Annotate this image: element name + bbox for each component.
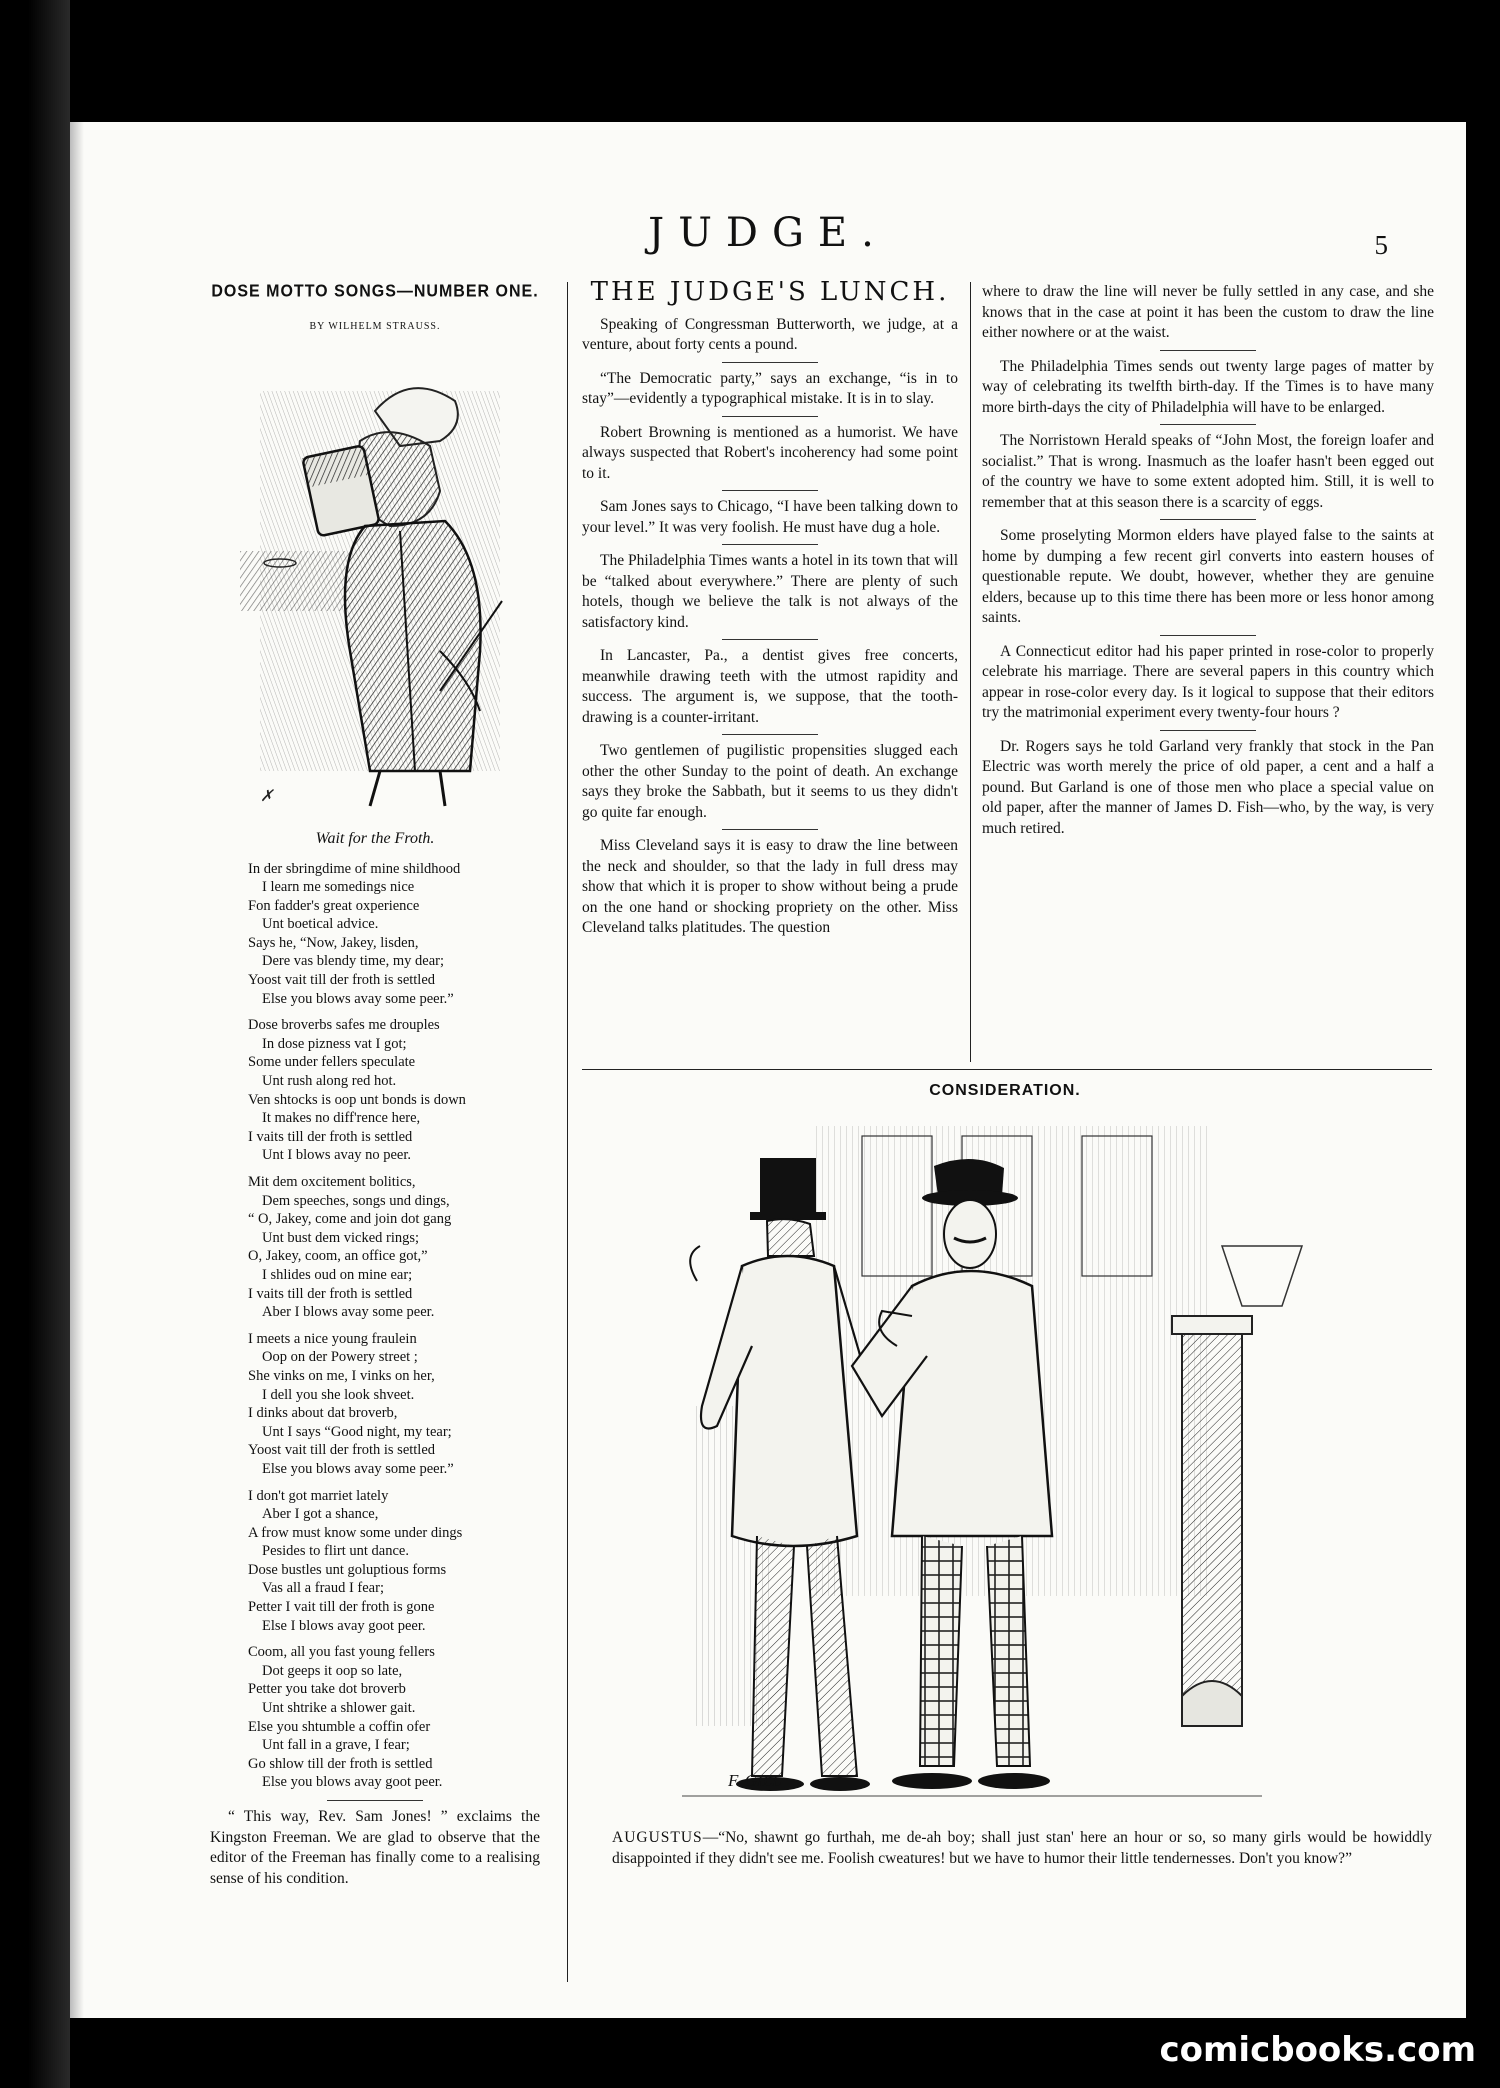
lunch-paragraph: The Norristown Herald speaks of “John Most, the foreign loafer and socialist.” That is wrong. Inasmuch as the loafer hasn't been egged out of the country we have to some extent adopted him. Still, it is well to remember that at this season there is a scarcity of eggs. — [982, 432, 1434, 511]
magazine-page — [70, 122, 1466, 2018]
verse-line: Unt bust dem vicked rings; — [262, 1229, 420, 1246]
verse-line: Aber I got a shance, — [262, 1506, 379, 1523]
verse-line: O, Jakey, coom, an office got,” — [248, 1248, 428, 1265]
stanza — [248, 1016, 540, 1165]
paragraph-divider — [722, 829, 818, 830]
artist-mark: ✗ — [260, 788, 274, 805]
lunch-paragraph: Some proselyting Mormon elders have played false to the saints at home by dumping a few recent girl converts into eastern houses of questionable repute. We doubt, however, whether they are genuine elders, because up to this time there has been more or less honor among saints. — [982, 527, 1434, 626]
lunch-paragraph: Two gentlemen of pugilistic propensities slugged each other the other Sunday to the point of death. An exchange says they broke the Sabbath, but it seems to us they didn't go quite far enough. — [582, 742, 958, 821]
cartoon-caption — [612, 1828, 1432, 1869]
stanza — [248, 1330, 540, 1479]
paragraph-divider — [722, 362, 818, 363]
verse-line: Else you blows avay goot peer. — [262, 1774, 443, 1791]
verse-line: Vas all a fraud I fear; — [262, 1580, 384, 1597]
verse-line: Dere vas blendy time, my dear; — [262, 953, 444, 970]
verse-line: Else you blows avay some peer.” — [262, 1460, 454, 1477]
man-drinking-beer-drawing — [240, 351, 510, 821]
lunch-title: THE JUDGE'S LUNCH. — [590, 277, 950, 307]
verse-line: Coom, all you fast young fellers — [248, 1644, 435, 1661]
verse-line: Mit dem oxcitement bolitics, — [248, 1174, 416, 1190]
verse-line: Says he, “Now, Jakey, lisden, — [248, 934, 419, 951]
page-spine-shadow — [70, 122, 84, 2018]
verse-line: Aber I blows avay some peer. — [262, 1304, 435, 1321]
lunch-paragraph: Speaking of Congressman Butterworth, we judge, at a venture, about forty cents a pound. — [582, 315, 958, 353]
verse-line: Yoost vait till der froth is settled — [248, 972, 436, 989]
verse-line: A frow must know some under dings — [248, 1524, 463, 1541]
column-rule-middle — [970, 282, 971, 1062]
masthead: JUDGE. — [648, 210, 888, 256]
book-binding — [0, 0, 70, 2088]
column-rule-left — [567, 282, 568, 1982]
lunch-paragraph: Robert Browning is mentioned as a humorist. We have always suspected that Robert's incoherency had some point to it. — [582, 423, 958, 482]
verse-line: Dose broverbs safes me drouples — [248, 1017, 440, 1034]
illustration-caption: Wait for the Froth. — [315, 830, 435, 847]
stanza — [248, 1643, 540, 1792]
paragraph-divider — [1160, 730, 1256, 731]
two-gentlemen-drawing — [582, 1106, 1428, 1826]
verse-line: Petter you take dot broverb — [248, 1681, 406, 1698]
verse-line: In dose pizness vat I got; — [262, 1035, 407, 1052]
verse-line: In der sbringdime of mine shildhood — [248, 860, 461, 877]
verse-line: Ven shtocks is oop unt bonds is down — [248, 1091, 466, 1108]
verse-line: Unt rush along red hot. — [262, 1073, 397, 1090]
sam-jones-paragraph: “ This way, Rev. Sam Jones! ” exclaims the Kingston Freeman. We are glad to observe that the editor of the Freeman has finally come to a realising sense of his condition. — [210, 1808, 540, 1887]
lunch-paragraph: The Philadelphia Times wants a hotel in its town that will be “talked about everywhere.” There are plenty of such hotels, though we believe the talk is not always of the satisfactory kind. — [582, 552, 958, 631]
watermark-logo: comicbooks.com — [1159, 2030, 1476, 2070]
verse-line: Pesides to flirt unt dance. — [262, 1543, 409, 1560]
paragraph-divider — [1160, 424, 1256, 425]
verse-line: I vaits till der froth is settled — [248, 1128, 413, 1145]
verse-line: She vinks on me, I vinks on her, — [248, 1367, 435, 1384]
verse-line: Yoost vait till der froth is settled — [248, 1442, 436, 1459]
stanza — [248, 1487, 540, 1636]
verse-line: Oop on der Powery street ; — [262, 1349, 418, 1366]
verse-line: Dose bustles unt goluptious forms — [248, 1561, 447, 1578]
poem-verses — [248, 860, 540, 1793]
verse-line: I vaits till der froth is settled — [248, 1285, 413, 1302]
stanza — [248, 1173, 540, 1322]
section-divider — [327, 1800, 423, 1801]
right-column — [982, 282, 1434, 845]
page-number: 5 — [1374, 230, 1388, 260]
verse-line: Else you blows avay some peer.” — [262, 990, 454, 1007]
verse-line: Dem speeches, songs und dings, — [262, 1192, 450, 1209]
verse-line: Fon fadder's great oxperience — [248, 897, 420, 914]
speaker-name: AUGUSTUS — [612, 1829, 703, 1846]
left-column — [210, 282, 540, 1895]
verse-line: It makes no diff'rence here, — [262, 1110, 421, 1127]
verse-line: I learn me somedings nice — [262, 879, 415, 896]
verse-line: Some under fellers speculate — [248, 1054, 416, 1071]
paragraph-divider — [722, 490, 818, 491]
verse-line: I shlides oud on mine ear; — [262, 1266, 413, 1283]
paragraph-divider — [722, 544, 818, 545]
middle-column — [582, 277, 958, 945]
lunch-paragraph: “The Democratic party,” says an exchange, “is in to stay”—evidently a typographical mistake. It is in to slay. — [582, 369, 958, 407]
artist-signature: F. GILL — [728, 1771, 782, 1790]
lunch-paragraph: where to draw the line will never be fully settled in any case, and she knows that in the case at point it has been the custom to draw the line either nowhere or at the waist. — [982, 283, 1434, 341]
froth-illustration — [240, 351, 510, 821]
verse-line: Else you shtumble a coffin ofer — [248, 1718, 431, 1735]
lunch-paragraph: Sam Jones says to Chicago, “I have been talking down to your level.” It was very foolish. He must have dug a hole. — [582, 498, 958, 536]
paragraph-divider — [1160, 635, 1256, 636]
verse-line: I dinks about dat broverb, — [248, 1405, 398, 1422]
stanza — [248, 860, 540, 1009]
lunch-paragraph: Miss Cleveland says it is easy to draw the line between the neck and shoulder, so that the lady in full dress may show that which it is proper to show without being a prude on the one hand or shocking propriety on the other. Miss Cleveland talks platitudes. The question — [582, 837, 958, 936]
verse-line: Unt I blows avay no peer. — [262, 1147, 411, 1164]
consideration-cartoon — [582, 1070, 1428, 1826]
cartoon-title: CONSIDERATION. — [929, 1082, 1081, 1099]
verse-line: Unt fall in a grave, I fear; — [262, 1737, 410, 1754]
lunch-paragraph: In Lancaster, Pa., a dentist gives free concerts, meanwhile drawing teeth with the utmost rapidity and success. The argument is, we suppose, that the tooth-drawing is a counter-irritant. — [582, 647, 958, 726]
poem-title: DOSE MOTTO SONGS—NUMBER ONE. — [211, 282, 539, 301]
paragraph-divider — [1160, 350, 1256, 351]
verse-line: Dot geeps it oop so late, — [262, 1662, 403, 1679]
poem-byline: BY WILHELM STRAUSS. — [309, 320, 441, 332]
paragraph-divider — [722, 416, 818, 417]
verse-line: Unt shtrike a shlower gait. — [262, 1700, 416, 1717]
verse-line: I meets a nice young fraulein — [248, 1330, 417, 1347]
verse-line: Petter I vait till der froth is gone — [248, 1599, 435, 1616]
lunch-paragraph: A Connecticut editor had his paper printed in rose-color to properly celebrate his marriage. There are several papers in this country which appear in rose-color every day. Is it logical to suppose that their editors try the matrimonial experiment every twenty-four hours ? — [982, 642, 1434, 721]
paragraph-divider — [1160, 519, 1256, 520]
verse-line: Unt boetical advice. — [262, 916, 379, 933]
verse-line: I don't got marriet lately — [248, 1487, 389, 1504]
speaker-quote: —“No, shawnt go furthah, me de-ah boy; shall just stan' here an hour or so, so many girls would be howiddly disappointed if they didn't see me. Foolish cweatures! but we have to humor their little tendernesses. Don't you know?” — [612, 1829, 1432, 1867]
verse-line: Go shlow till der froth is settled — [248, 1755, 433, 1772]
verse-line: “ O, Jakey, come and join dot gang — [248, 1211, 452, 1228]
paragraph-divider — [722, 734, 818, 735]
verse-line: Unt I says “Good night, my tear; — [262, 1423, 452, 1440]
verse-line: I dell you she look shveet. — [262, 1386, 415, 1403]
lunch-paragraph: Dr. Rogers says he told Garland very frankly that stock in the Pan Electric was worth merely the price of old paper, a cent and a half a pound. But Garland is one of those men who place a special value on old paper, after the manner of James D. Fish—who, by the way, is very much retired. — [982, 737, 1434, 837]
paragraph-divider — [722, 639, 818, 640]
verse-line: Else I blows avay goot peer. — [262, 1617, 426, 1634]
lunch-paragraph: The Philadelphia Times sends out twenty large pages of matter by way of celebrating its twelfth birth-day. If the Times is to have many more birth-days the city of Philadelphia will have to be enlarged. — [982, 357, 1434, 416]
